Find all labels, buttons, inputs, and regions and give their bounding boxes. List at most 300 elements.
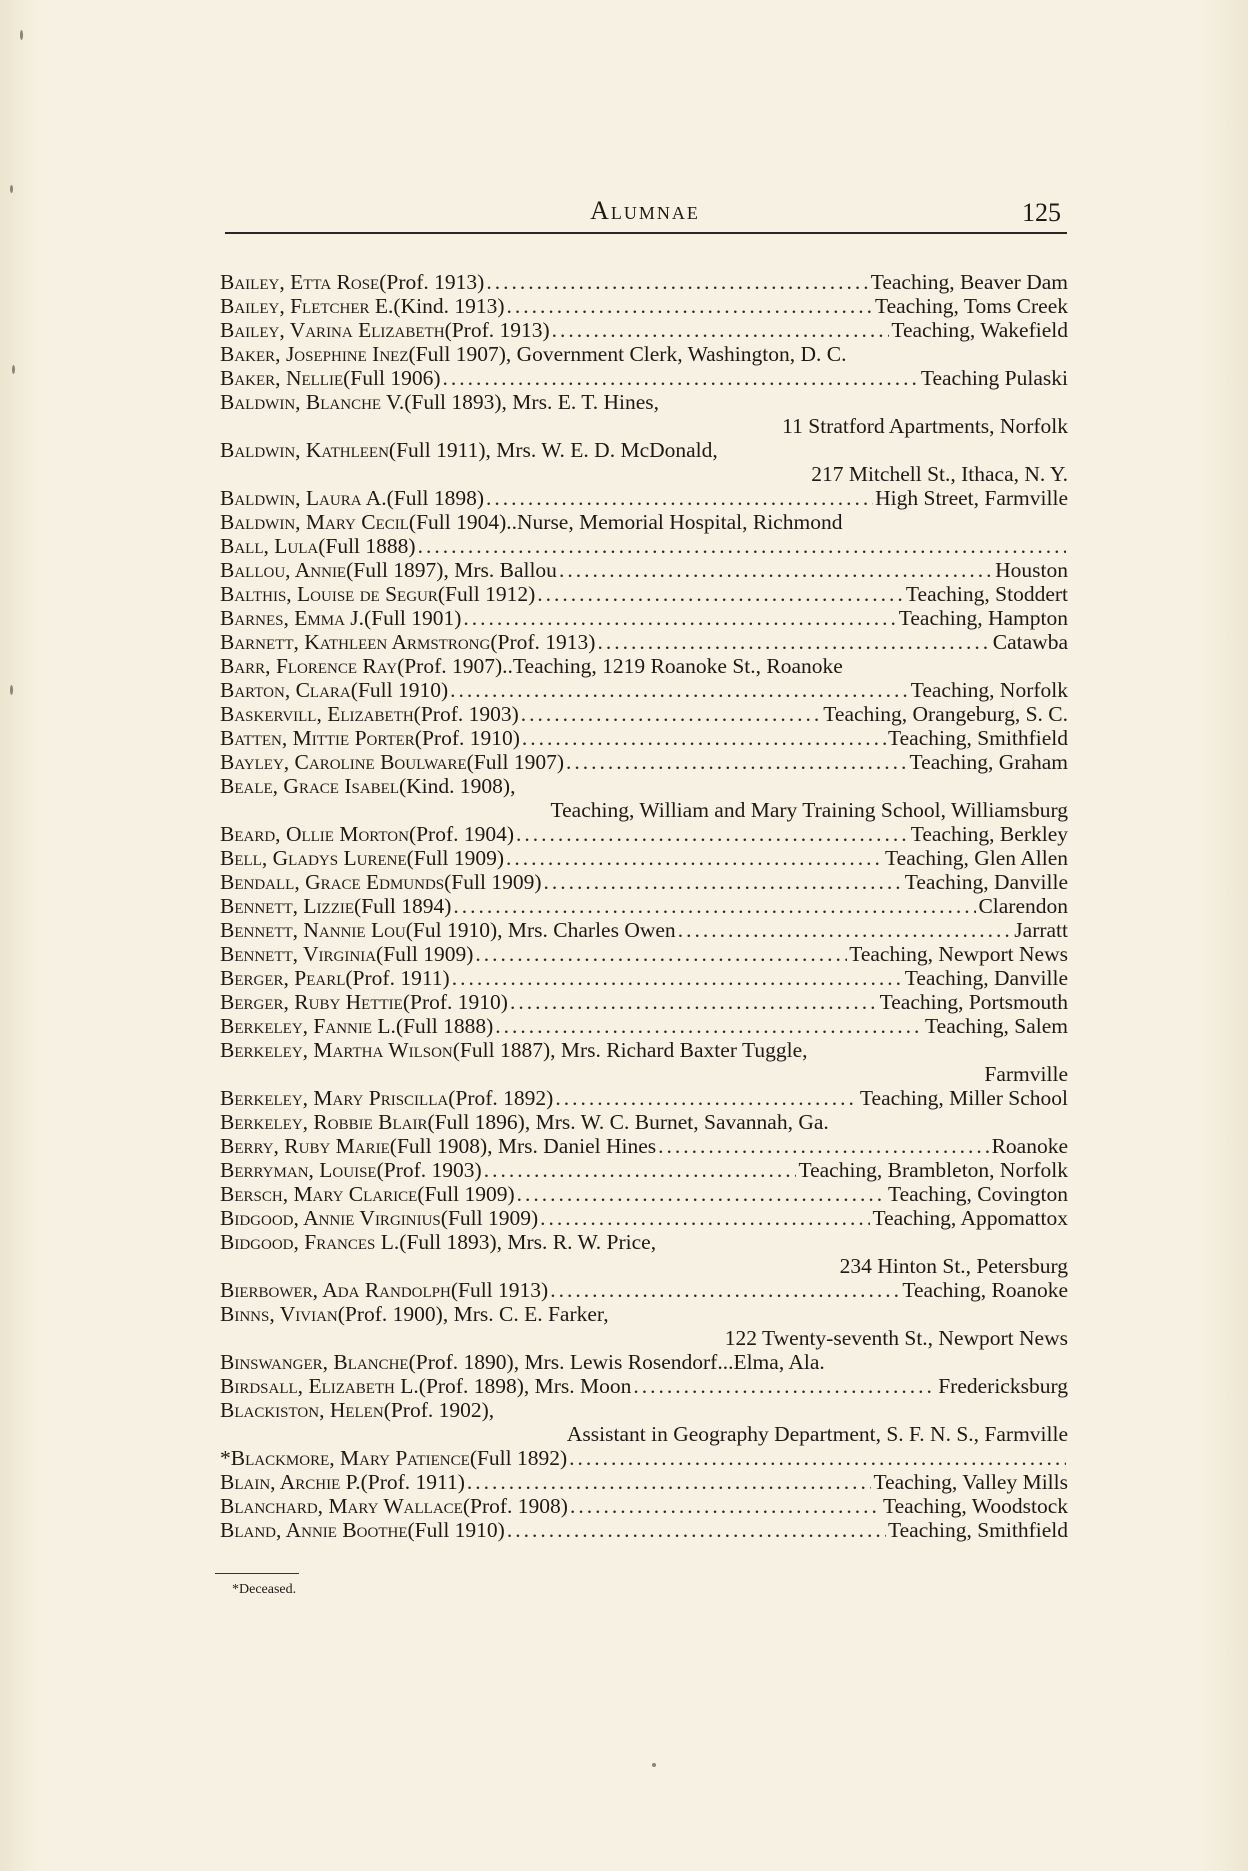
surname: Bennett, <box>220 942 299 966</box>
surname: Berryman, <box>220 1158 314 1182</box>
alumna-entry <box>220 606 1068 630</box>
entry-details: (Full 1913) <box>450 1278 549 1302</box>
entry-address: Farmville <box>984 1062 1068 1086</box>
alumna-name <box>220 966 345 990</box>
entry-details: (Full 1887), Mrs. Richard Baxter Tuggle, <box>452 1038 808 1062</box>
alumna-entry <box>220 1302 1068 1350</box>
surname: *Blackmore, <box>220 1446 335 1470</box>
given-names: Annie Virginius <box>303 1206 441 1230</box>
surname: Blain, <box>220 1470 276 1494</box>
surname: Baldwin, <box>220 486 301 510</box>
alumna-name <box>220 1182 417 1206</box>
given-names: Louise de Segur <box>297 582 438 606</box>
surname: Binns, <box>220 1302 275 1326</box>
alumnae-list <box>220 270 1068 1542</box>
footnote: *Deceased. <box>232 1582 297 1597</box>
entry-details: (Ful 1910), Mrs. Charles Owen <box>405 918 676 942</box>
alumna-name <box>220 1374 419 1398</box>
surname: Baldwin, <box>220 438 301 462</box>
entry-details: (Full 1907) <box>466 750 564 774</box>
alumna-entry <box>220 582 1068 606</box>
alumna-entry <box>220 1494 1068 1518</box>
alumna-name <box>220 1302 338 1326</box>
entry-details: (Prof. 1902), <box>383 1398 495 1422</box>
alumna-name <box>220 1230 399 1254</box>
alumna-name <box>220 1494 463 1518</box>
given-names: Grace Isabel <box>283 774 399 798</box>
dot-leader <box>507 294 873 318</box>
entry-details: (Prof. 1910) <box>402 990 508 1014</box>
entry-details: (Full 1909) <box>440 1206 539 1230</box>
surname: Blackiston, <box>220 1398 325 1422</box>
alumna-name <box>220 438 389 462</box>
dot-leader <box>550 1278 900 1302</box>
given-names: Annie Boothe <box>285 1518 408 1542</box>
alumna-name <box>220 918 406 942</box>
entry-line <box>220 1470 1068 1494</box>
alumna-entry <box>220 726 1068 750</box>
entry-details: (Full 1892) <box>469 1446 568 1470</box>
entry-details: (Prof. 1903) <box>413 702 519 726</box>
entry-destination: Teaching, Smithfield <box>887 726 1068 750</box>
alumna-name <box>220 582 438 606</box>
alumna-entry <box>220 1470 1068 1494</box>
alumna-entry <box>220 654 1068 678</box>
given-names: Kathleen <box>305 438 389 462</box>
alumna-name <box>220 534 318 558</box>
alumna-name <box>220 342 409 366</box>
given-names: Mary Clarice <box>293 1182 418 1206</box>
alumna-name <box>220 678 351 702</box>
entry-destination: Teaching, Graham <box>909 750 1068 774</box>
entry-details: (Prof. 1903) <box>376 1158 482 1182</box>
entry-line <box>220 558 1068 582</box>
entry-line <box>220 654 1068 678</box>
entry-line <box>220 270 1068 294</box>
alumna-entry <box>220 966 1068 990</box>
entry-details: (Full 1910) <box>350 678 449 702</box>
alumna-name <box>220 1446 470 1470</box>
alumna-entry <box>220 894 1068 918</box>
dot-leader <box>418 534 1066 558</box>
alumna-name <box>220 318 445 342</box>
given-names: Laura A. <box>305 486 387 510</box>
alumna-entry <box>220 294 1068 318</box>
entry-line <box>220 702 1068 726</box>
alumna-entry <box>220 1110 1068 1134</box>
surname: Ballou, <box>220 558 291 582</box>
entry-destination: Teaching, Beaver Dam <box>870 270 1068 294</box>
dot-leader <box>521 702 822 726</box>
dot-leader <box>510 990 878 1014</box>
surname: Beale, <box>220 774 279 798</box>
entry-line <box>220 942 1068 966</box>
alumna-name <box>220 1158 377 1182</box>
given-names: Martha Wilson <box>313 1038 453 1062</box>
entry-line <box>220 534 1068 558</box>
dot-leader <box>678 918 1013 942</box>
alumna-name <box>220 726 415 750</box>
surname: Bland, <box>220 1518 282 1542</box>
entry-continuation <box>220 798 1068 822</box>
entry-line <box>220 1014 1068 1038</box>
given-names: Ada Randolph <box>322 1278 451 1302</box>
alumna-entry <box>220 942 1068 966</box>
entry-details: (Prof. 1898), Mrs. Moon <box>418 1374 632 1398</box>
entry-line <box>220 1086 1068 1110</box>
surname: Bidgood, <box>220 1206 299 1230</box>
alumna-name <box>220 894 354 918</box>
entry-line <box>220 510 1068 534</box>
alumna-entry <box>220 846 1068 870</box>
surname: Baskervill, <box>220 702 322 726</box>
entry-details: (Kind. 1908), <box>399 774 516 798</box>
given-names: Elizabeth L. <box>308 1374 419 1398</box>
entry-details: (Full 1910) <box>407 1518 505 1542</box>
entry-details: (Prof. 1890), Mrs. Lewis Rosendorf...Elma, Ala. <box>408 1350 825 1374</box>
entry-continuation <box>220 1422 1068 1446</box>
dot-leader <box>484 1158 797 1182</box>
given-names: Frances L. <box>304 1230 400 1254</box>
entry-details: (Full 1909) <box>417 1182 515 1206</box>
alumna-entry <box>220 1350 1068 1374</box>
dot-leader <box>486 486 873 510</box>
given-names: Clara <box>295 678 351 702</box>
entry-line <box>220 318 1068 342</box>
entry-line <box>220 1398 1068 1422</box>
alumna-entry <box>220 1398 1068 1446</box>
entry-details: (Full 1907), Government Clerk, Washington, D. C. <box>408 342 847 366</box>
surname: Bendall, <box>220 870 300 894</box>
alumna-entry <box>220 270 1068 294</box>
alumna-entry <box>220 438 1068 486</box>
entry-details: (Prof. 1904) <box>408 822 515 846</box>
entry-destination: Teaching, Glen Allen <box>885 846 1068 870</box>
entry-details: (Prof. 1913) <box>444 318 550 342</box>
given-names: Etta Rose <box>290 270 380 294</box>
alumna-entry <box>220 1158 1068 1182</box>
given-names: Kathleen Armstrong <box>304 630 491 654</box>
entry-line <box>220 1110 1068 1134</box>
surname: Beard, <box>220 822 281 846</box>
entry-details: (Full 1898) <box>386 486 484 510</box>
entry-destination: High Street, Farmville <box>875 486 1068 510</box>
surname: Baker, <box>220 342 281 366</box>
alumna-entry <box>220 870 1068 894</box>
dot-leader <box>555 1086 858 1110</box>
entry-details: (Full 1901) <box>364 606 462 630</box>
entry-details: (Full 1909) <box>406 846 504 870</box>
given-names: Ruby Marie <box>284 1134 390 1158</box>
given-names: Mary Cecil <box>305 510 409 534</box>
header-rule <box>225 232 1067 234</box>
dot-leader <box>522 726 886 750</box>
alumna-name <box>220 270 379 294</box>
alumna-entry <box>220 630 1068 654</box>
dot-leader <box>566 750 908 774</box>
entry-continuation <box>220 1326 1068 1350</box>
alumna-entry <box>220 366 1068 390</box>
alumna-name <box>220 606 364 630</box>
alumna-entry <box>220 558 1068 582</box>
entry-destination: Teaching, Hampton <box>898 606 1068 630</box>
entry-details: (Prof. 1908) <box>462 1494 568 1518</box>
alumna-entry <box>220 1518 1068 1542</box>
alumna-entry <box>220 702 1068 726</box>
entry-details: (Full 1911), Mrs. W. E. D. McDonald, <box>388 438 718 462</box>
dot-leader <box>516 822 909 846</box>
alumna-name <box>220 630 490 654</box>
dot-leader <box>452 966 903 990</box>
page-header <box>225 196 1065 236</box>
alumna-name <box>220 702 414 726</box>
surname: Baker, <box>220 366 281 390</box>
entry-destination: Teaching, Orangeburg, S. C. <box>823 702 1068 726</box>
entry-continuation <box>220 1254 1068 1278</box>
surname: Berkeley, <box>220 1014 309 1038</box>
surname: Barr, <box>220 654 271 678</box>
entry-details: (Prof. 1900), Mrs. C. E. Farker, <box>337 1302 609 1326</box>
surname: Bidgood, <box>220 1230 299 1254</box>
surname: Berger, <box>220 966 289 990</box>
entry-details: (Full 1893), Mrs. R. W. Price, <box>399 1230 657 1254</box>
entry-address: Teaching, William and Mary Training School, Williamsburg <box>550 798 1068 822</box>
alumna-entry <box>220 342 1068 366</box>
entry-details: (Full 1896), Mrs. W. C. Burnet, Savannah, Ga. <box>427 1110 829 1134</box>
alumna-entry <box>220 678 1068 702</box>
entry-line <box>220 750 1068 774</box>
alumna-name <box>220 1278 451 1302</box>
entry-destination: Teaching, Portsmouth <box>879 990 1068 1014</box>
entry-destination: Teaching, Smithfield <box>887 1518 1068 1542</box>
entry-details: (Prof. 1911) <box>360 1470 465 1494</box>
entry-destination: Teaching, Stoddert <box>905 582 1068 606</box>
given-names: Grace Edmunds <box>305 870 445 894</box>
entry-line <box>220 726 1068 750</box>
entry-line <box>220 1278 1068 1302</box>
entry-line <box>220 1230 1068 1254</box>
alumna-name <box>220 750 467 774</box>
alumna-entry <box>220 390 1068 438</box>
entry-line <box>220 366 1068 390</box>
entry-details: (Full 1906) <box>343 366 441 390</box>
entry-destination: Teaching, Wakefield <box>891 318 1068 342</box>
alumna-entry <box>220 486 1068 510</box>
surname: Baldwin, <box>220 510 301 534</box>
alumna-entry <box>220 1038 1068 1086</box>
entry-line <box>220 390 1068 414</box>
entry-details: (Prof. 1911) <box>345 966 450 990</box>
alumna-name <box>220 654 397 678</box>
entry-destination: Roanoke <box>991 1134 1068 1158</box>
entry-destination: Teaching, Berkley <box>910 822 1068 846</box>
entry-destination: Teaching, Newport News <box>849 942 1068 966</box>
entry-destination: Teaching, Woodstock <box>882 1494 1068 1518</box>
entry-details: (Prof. 1907)..Teaching, 1219 Roanoke St., Roanoke <box>397 654 843 678</box>
surname: Balthis, <box>220 582 292 606</box>
alumna-name <box>220 1110 427 1134</box>
surname: Bennett, <box>220 894 299 918</box>
entry-line <box>220 630 1068 654</box>
entry-line <box>220 846 1068 870</box>
alumna-name <box>220 510 409 534</box>
dot-leader <box>507 1518 886 1542</box>
surname: Bailey, <box>220 318 285 342</box>
alumna-name <box>220 294 393 318</box>
entry-details: (Full 1908), Mrs. Daniel Hines <box>389 1134 657 1158</box>
surname: Batten, <box>220 726 288 750</box>
alumna-name <box>220 846 407 870</box>
alumna-name <box>220 486 387 510</box>
entry-line <box>220 1038 1068 1062</box>
entry-line <box>220 1302 1068 1326</box>
entry-details: (Prof. 1892) <box>448 1086 554 1110</box>
entry-destination: Teaching, Danville <box>904 966 1068 990</box>
given-names: Florence Ray <box>275 654 398 678</box>
surname: Berkeley, <box>220 1110 309 1134</box>
alumna-entry <box>220 750 1068 774</box>
given-names: Archie P. <box>279 1470 361 1494</box>
entry-line <box>220 342 1068 366</box>
surname: Berkeley, <box>220 1038 309 1062</box>
surname: Bell, <box>220 846 268 870</box>
dot-leader <box>453 894 976 918</box>
surname: Berger, <box>220 990 289 1014</box>
alumna-name <box>220 1014 396 1038</box>
entry-details: (Prof. 1910) <box>414 726 520 750</box>
alumna-name <box>220 942 376 966</box>
surname: Barnett, <box>220 630 299 654</box>
dot-leader <box>463 606 896 630</box>
alumna-name <box>220 558 346 582</box>
dot-leader <box>552 318 890 342</box>
entry-continuation <box>220 414 1068 438</box>
entry-line <box>220 678 1068 702</box>
surname: Bersch, <box>220 1182 289 1206</box>
surname: Birdsall, <box>220 1374 304 1398</box>
dot-leader <box>517 1182 886 1206</box>
given-names: Emma J. <box>294 606 365 630</box>
entry-line <box>220 774 1068 798</box>
running-head: Alumnae <box>590 196 700 225</box>
entry-destination: Teaching, Danville <box>904 870 1068 894</box>
entry-details: (Kind. 1913) <box>393 294 505 318</box>
entry-line <box>220 822 1068 846</box>
given-names: Varina Elizabeth <box>289 318 445 342</box>
given-names: Fannie L. <box>313 1014 396 1038</box>
given-names: Elizabeth <box>327 702 414 726</box>
given-names: Annie <box>294 558 347 582</box>
dot-leader <box>569 1446 1066 1470</box>
entry-address: 217 Mitchell St., Ithaca, N. Y. <box>811 462 1068 486</box>
entry-details: (Full 1894) <box>354 894 452 918</box>
alumna-name <box>220 870 444 894</box>
surname: Bierbower, <box>220 1278 319 1302</box>
given-names: Josephine Inez <box>285 342 409 366</box>
alumna-name <box>220 1134 390 1158</box>
given-names: Ruby Hettie <box>294 990 403 1014</box>
dot-leader <box>658 1134 989 1158</box>
alumna-entry <box>220 1134 1068 1158</box>
entry-address: 11 Stratford Apartments, Norfolk <box>782 414 1068 438</box>
given-names: Helen <box>329 1398 384 1422</box>
dot-leader <box>540 1206 870 1230</box>
alumna-name <box>220 1470 361 1494</box>
alumna-entry <box>220 1086 1068 1110</box>
entry-continuation <box>220 462 1068 486</box>
entry-continuation <box>220 1062 1068 1086</box>
surname: Barton, <box>220 678 291 702</box>
entry-destination: Teaching, Appomattox <box>872 1206 1068 1230</box>
dot-leader <box>559 558 993 582</box>
given-names: Blanche <box>333 1350 409 1374</box>
dot-leader <box>486 270 868 294</box>
entry-destination: Teaching, Toms Creek <box>874 294 1068 318</box>
alumna-entry <box>220 774 1068 822</box>
alumna-entry <box>220 1206 1068 1230</box>
alumna-name <box>220 774 399 798</box>
entry-line <box>220 582 1068 606</box>
given-names: Virginia <box>303 942 377 966</box>
given-names: Lizzie <box>303 894 355 918</box>
dot-leader <box>506 846 883 870</box>
entry-line <box>220 1518 1068 1542</box>
entry-line <box>220 1134 1068 1158</box>
alumna-name <box>220 1350 409 1374</box>
entry-line <box>220 1182 1068 1206</box>
alumna-name <box>220 1518 407 1542</box>
alumna-entry <box>220 990 1068 1014</box>
dot-leader <box>537 582 904 606</box>
alumna-name <box>220 990 403 1014</box>
footnote-rule <box>215 1573 299 1574</box>
surname: Ball, <box>220 534 269 558</box>
entry-destination: Teaching, Covington <box>887 1182 1068 1206</box>
entry-details: (Full 1909) <box>444 870 542 894</box>
dot-leader <box>467 1470 872 1494</box>
alumna-entry <box>220 318 1068 342</box>
entry-line <box>220 294 1068 318</box>
entry-details: (Full 1909) <box>376 942 474 966</box>
alumna-entry <box>220 1182 1068 1206</box>
given-names: Blanche V. <box>305 390 405 414</box>
alumna-entry <box>220 510 1068 534</box>
surname: Barnes, <box>220 606 289 630</box>
dot-leader <box>597 630 990 654</box>
entry-line <box>220 1374 1068 1398</box>
entry-line <box>220 918 1068 942</box>
given-names: Nannie Lou <box>303 918 406 942</box>
given-names: Vivian <box>279 1302 338 1326</box>
surname: Bailey, <box>220 294 285 318</box>
surname: Bailey, <box>220 270 285 294</box>
entry-line <box>220 606 1068 630</box>
entry-address: 234 Hinton St., Petersburg <box>839 1254 1068 1278</box>
entry-line <box>220 486 1068 510</box>
entry-line <box>220 1494 1068 1518</box>
given-names: Louise <box>319 1158 377 1182</box>
entry-destination: Teaching, Miller School <box>859 1086 1068 1110</box>
entry-destination: Teaching, Roanoke <box>902 1278 1068 1302</box>
entry-destination: Teaching, Valley Mills <box>873 1470 1068 1494</box>
dot-leader <box>633 1374 936 1398</box>
entry-address: Assistant in Geography Department, S. F. N. S., Farmville <box>566 1422 1068 1446</box>
alumna-entry <box>220 822 1068 846</box>
entry-line <box>220 870 1068 894</box>
entry-destination: Catawba <box>992 630 1068 654</box>
alumna-entry <box>220 1230 1068 1278</box>
entry-destination: Fredericksburg <box>938 1374 1068 1398</box>
